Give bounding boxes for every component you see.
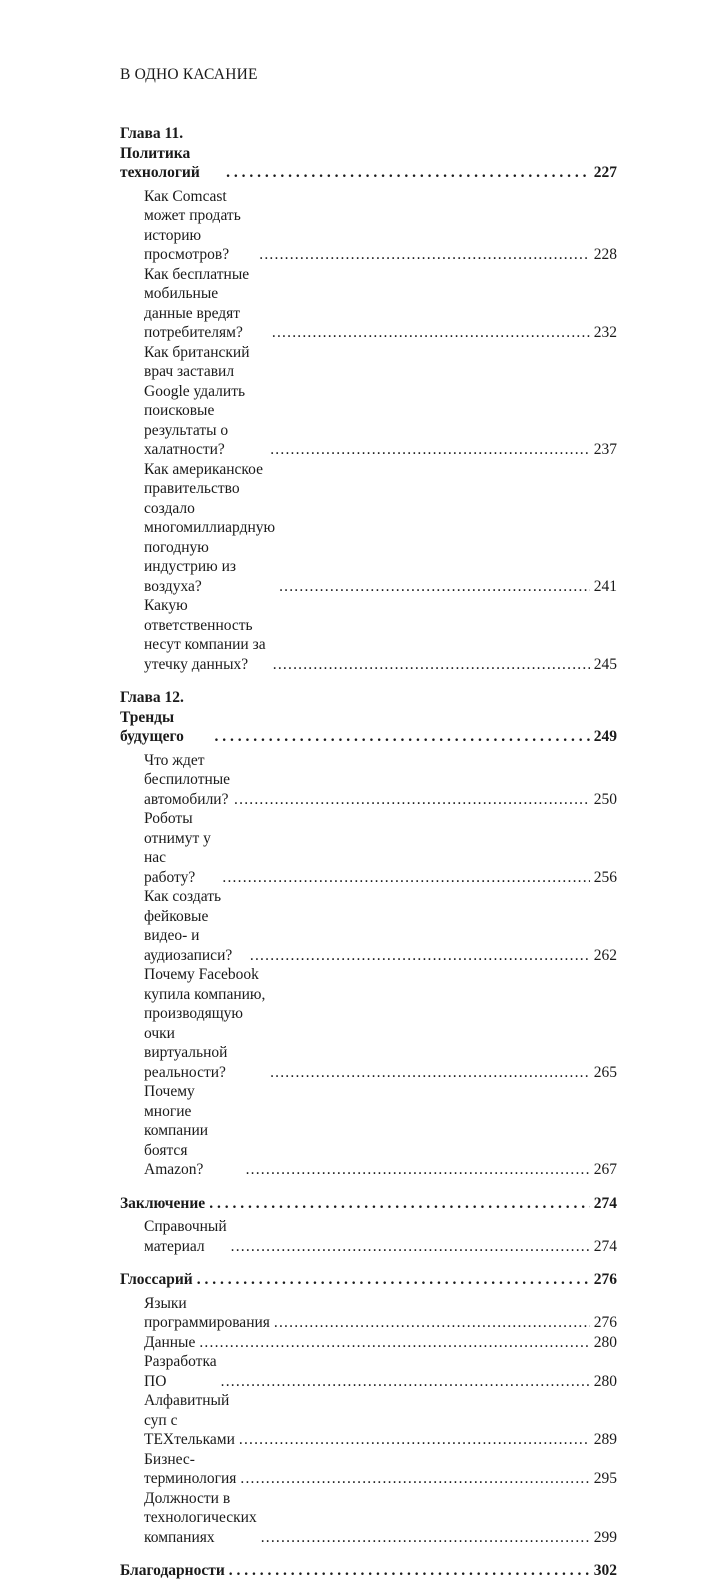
dot-leader — [239, 1430, 590, 1450]
toc-subsection-title — [144, 1450, 236, 1489]
dot-leader — [197, 1270, 590, 1290]
toc-page-number: 237 — [593, 441, 617, 458]
toc-subsection-title-line: Данные — [144, 1333, 196, 1351]
toc-subsection-title-line: Как создать фейковые видео- и аудиозаписи? — [144, 888, 233, 964]
toc-subsection-title — [144, 887, 246, 965]
dot-leader — [226, 163, 590, 183]
toc-subsection-entry — [120, 1489, 617, 1548]
toc-subsection-title-line: Как Comcast может продать историю просмотров? — [144, 187, 241, 263]
toc-subsection-title-line: виртуальной реальности? — [144, 1044, 228, 1081]
dot-leader — [234, 790, 590, 810]
toc-chapter-entry — [120, 124, 617, 183]
toc-chapter-title: Глава 11. Политика технологий — [120, 125, 200, 181]
toc-page-number: 265 — [593, 1063, 617, 1081]
dot-leader — [272, 323, 590, 343]
toc-subsection-title-line: Роботы отнимут у нас работу? — [144, 810, 211, 886]
toc-section — [120, 1194, 617, 1257]
toc-section — [120, 1561, 617, 1581]
toc-subsection-title — [144, 1489, 257, 1548]
toc-page-number: 289 — [593, 1431, 617, 1448]
toc-subsection-title — [144, 1082, 242, 1180]
toc-subsection-entry — [120, 343, 617, 460]
toc-subsection-title — [144, 1294, 270, 1333]
toc-subsection-entry — [120, 1217, 617, 1256]
toc-subsection-title-line: Почему многие компании боятся Amazon? — [144, 1083, 209, 1178]
toc-page-number: 241 — [593, 577, 617, 595]
toc-page-number: 256 — [593, 868, 617, 886]
dot-leader — [273, 655, 590, 675]
toc-page-number: 280 — [593, 1333, 617, 1351]
toc-chapter-entry — [120, 688, 617, 747]
toc-chapter-title: Благодарности — [120, 1562, 225, 1579]
toc-subsection-title — [144, 751, 230, 810]
toc-page-number: 228 — [593, 246, 617, 263]
toc-chapter-title: Глава 12. Тренды будущего — [120, 689, 184, 745]
toc-page-number: 276 — [593, 1271, 617, 1288]
toc-subsection-title-line: Справочный материал — [144, 1218, 227, 1255]
toc-subsection-entry — [120, 887, 617, 965]
dot-leader — [222, 868, 589, 888]
toc-page-number: 295 — [593, 1470, 617, 1487]
toc-page-number: 299 — [593, 1528, 617, 1546]
toc-subsection-title-line: Что ждет беспилотные автомобили? — [144, 751, 231, 808]
table-of-contents — [120, 124, 617, 1595]
toc-subsection-title-line: погодную индустрию из воздуха? — [144, 538, 236, 595]
dot-leader — [231, 1237, 590, 1257]
toc-section — [120, 1270, 617, 1547]
dot-leader — [240, 1469, 589, 1489]
toc-chapter-title: Заключение — [120, 1194, 206, 1212]
toc-subsection-title — [144, 187, 255, 265]
toc-subsection-entry — [120, 460, 617, 597]
dot-leader — [246, 1160, 590, 1180]
toc-page-number: 249 — [593, 728, 617, 745]
toc-subsection-entry — [120, 751, 617, 810]
toc-chapter-entry — [120, 1194, 617, 1214]
toc-subsection-title-line: Бизнес-терминология — [144, 1450, 237, 1487]
dot-leader — [229, 1561, 590, 1581]
toc-subsection-title — [144, 1391, 235, 1450]
dot-leader — [274, 1313, 590, 1333]
toc-subsection-title — [144, 809, 218, 887]
dot-leader — [199, 1333, 589, 1353]
toc-subsection-title-line: результаты о халатности? — [144, 421, 229, 458]
toc-chapter-title: Глоссарий — [120, 1271, 193, 1288]
dot-leader — [270, 440, 590, 460]
toc-chapter-entry — [120, 1561, 617, 1581]
toc-section — [120, 124, 617, 674]
toc-subsection-title-line: Разработка ПО — [144, 1353, 217, 1390]
running-head: В ОДНО КАСАНИЕ — [120, 66, 258, 83]
toc-subsection-title-line: Почему Facebook купила компанию, производящую очки — [144, 966, 266, 1042]
toc-subsection-entry — [120, 809, 617, 887]
toc-page-number: 232 — [593, 324, 617, 341]
toc-subsection-entry — [120, 1294, 617, 1333]
toc-subsection-title — [144, 460, 275, 597]
toc-subsection-title-line: Как бесплатные мобильные данные вредят потребителям? — [144, 265, 250, 341]
toc-subsection-title-line: Языки программирования — [144, 1294, 270, 1331]
toc-subsection-title-line: Какую ответственность несут компании за утечку данных? — [144, 597, 266, 673]
toc-subsection-entry — [120, 1391, 617, 1450]
toc-subsection-title — [144, 343, 266, 460]
toc-page-number: 302 — [593, 1562, 617, 1579]
toc-section — [120, 688, 617, 1180]
toc-page-number: 245 — [593, 655, 617, 673]
toc-subsection-title — [144, 596, 269, 674]
toc-subsection-title — [144, 1352, 217, 1391]
toc-page-number: 227 — [593, 164, 617, 181]
dot-leader — [250, 946, 590, 966]
toc-subsection-entry — [120, 596, 617, 674]
toc-page-number: 267 — [593, 1161, 617, 1178]
toc-subsection-entry — [120, 1352, 617, 1391]
toc-page-number: 262 — [593, 946, 617, 964]
toc-subsection-entry — [120, 1082, 617, 1180]
toc-subsection-title-line: Алфавитный суп с ТЕХтельками — [144, 1392, 235, 1448]
toc-subsection-title — [144, 965, 266, 1082]
toc-subsection-title — [144, 1217, 227, 1256]
toc-chapter-entry — [120, 1270, 617, 1290]
toc-subsection-entry — [120, 265, 617, 343]
dot-leader — [279, 577, 590, 597]
toc-subsection-title-line: Как британский врач заставил Google удалить поисковые — [144, 343, 250, 419]
toc-subsection-entry — [120, 187, 617, 265]
toc-subsection-entry — [120, 1450, 617, 1489]
toc-subsection-title-line: Должности в технологических компаниях — [144, 1489, 257, 1546]
toc-subsection-title — [144, 265, 268, 343]
dot-leader — [259, 245, 589, 265]
dot-leader — [221, 1372, 590, 1392]
dot-leader — [209, 1194, 590, 1214]
toc-page-number: 274 — [593, 1237, 617, 1255]
toc-subsection-entry — [120, 965, 617, 1082]
toc-subsection-title-line: Как американское правительство создало многомиллиардную — [144, 460, 276, 536]
toc-page-number: 250 — [593, 790, 617, 808]
toc-page-number: 276 — [593, 1314, 617, 1331]
toc-page-number: 274 — [593, 1194, 617, 1212]
dot-leader — [261, 1528, 590, 1548]
dot-leader — [270, 1063, 590, 1083]
toc-subsection-title — [144, 1333, 195, 1353]
dot-leader — [215, 727, 590, 747]
toc-page-number: 280 — [593, 1372, 617, 1390]
toc-subsection-entry — [120, 1333, 617, 1353]
